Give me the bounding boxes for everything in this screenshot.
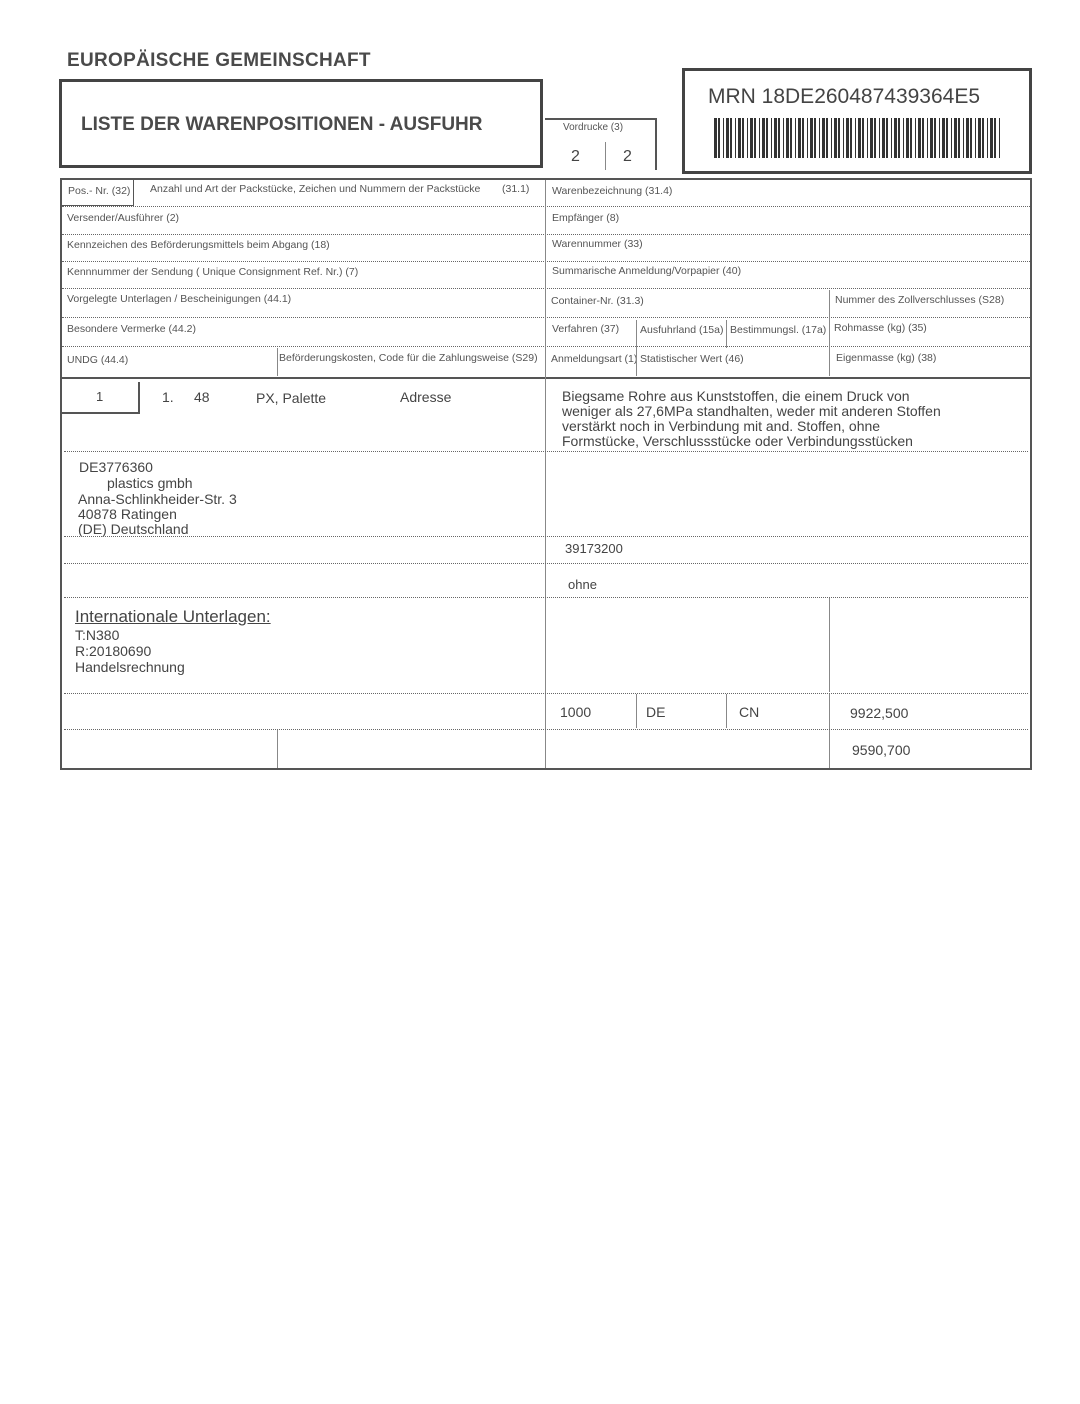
barcode-bar [831,118,832,158]
barcode-bar [930,118,933,158]
barcode-bar [870,118,873,158]
empfaenger-label: Empfänger (8) [552,212,620,224]
barcode-bar [862,118,864,158]
pos-nr-label: Pos.- Nr. (32) [68,185,131,197]
barcode-bar [826,118,828,158]
body-row-divider [64,451,1028,452]
anzahl-value: 48 [194,389,210,405]
rohmasse-label: Rohmasse (kg) (35) [834,322,927,334]
vordrucke-value-1: 2 [571,148,580,165]
barcode-bar [987,118,988,158]
barcode-bar [906,118,909,158]
barcode-bar [942,118,945,158]
ausfuhrland-label: Ausfuhrland (15a) [640,324,724,336]
barcode-bar [759,118,760,158]
barcode-bar [819,118,820,158]
anmeldungsart-label: Anmeldungsart (1) [551,353,638,365]
description-line: weniger als 27,6MPa standhalten, weder mit anderen Stoffen [562,403,941,419]
barcode-bar [891,118,892,158]
vordrucke-label: Vordrucke (3) [563,122,624,133]
barcode-bar [939,118,940,158]
description-line: verstärkt noch in Verbindung mit and. Stoffen, ohne [562,418,881,434]
verfahren-divider [636,694,637,728]
header-row-divider [62,261,1030,262]
center-column-divider [545,180,546,768]
barcode-bar [982,118,984,158]
unterlagen-line: Handelsrechnung [75,659,185,675]
barcode-bar [754,118,756,158]
unterlagen-heading: Internationale Unterlagen: [75,607,271,626]
zollverschluss-label: Nummer des Zollverschlusses (S28) [835,294,1005,306]
barcode-bar [922,118,924,158]
warenbezeichnung-value [562,389,1022,449]
barcode-bar [886,118,888,158]
header-row-divider [62,234,1030,235]
barcode-bar [750,118,753,158]
barcode-bar [742,118,744,158]
undg-divider [277,730,278,768]
barcode-bar [898,118,900,158]
versender-line: plastics gmbh [107,475,193,491]
right-column-divider [829,598,830,692]
statistischer-wert-label: Statistischer Wert (46) [640,353,744,365]
barcode-bar [874,118,876,158]
barcode-bar [738,118,741,158]
unterlagen-value [75,627,185,675]
body-row-divider [64,597,1028,598]
ausfuhrland-divider [726,694,727,728]
eigenmasse-value: 9590,700 [852,742,911,758]
vermerke-label: Besondere Vermerke (44.2) [67,323,196,335]
versender-line: Anna-Schlinkheider-Str. 3 [78,491,237,507]
barcode-icon [714,118,1002,158]
ausfuhrland-divider [726,320,727,348]
body-row-divider [64,693,1028,694]
zeichen-value: Adresse [400,389,452,405]
befoerderungskosten-label: Beförderungskosten, Code für die Zahlungsweise (S29) [279,352,538,364]
packstuecke-label: Anzahl und Art der Packstücke, Zeichen und Nummern der Packstücke [150,183,481,195]
kennnummer-label: Kennnummer der Sendung ( Unique Consignment Ref. Nr.) (7) [67,266,359,278]
barcode-bar [766,118,768,158]
barcode-bar [954,118,957,158]
barcode-bar [918,118,921,158]
barcode-bar [966,118,969,158]
barcode-bar [882,118,885,158]
versender-value [79,459,237,537]
barcode-bar [994,118,996,158]
barcode-bar [723,118,724,158]
barcode-bar [802,118,804,158]
header-row-divider [62,206,1030,207]
header-row-divider [62,288,1030,289]
mrn-number: MRN 18DE260487439364E5 [708,85,981,108]
barcode-bar [934,118,936,158]
barcode-bar [762,118,765,158]
barcode-bar [783,118,784,158]
barcode-bar [970,118,972,158]
vordrucke-separator [605,142,606,170]
container-label: Container-Nr. (31.3) [551,295,644,307]
barcode-bar [747,118,748,158]
barcode-bar [903,118,904,158]
unterlagen-label: Vorgelegte Unterlagen / Bescheinigungen (44.1) [67,293,292,305]
unterlagen-line: R:20180690 [75,643,152,659]
barcode-bar [814,118,816,158]
rohmasse-value: 9922,500 [850,705,909,721]
unterlagen-line: T:N380 [75,627,120,643]
anzahl-index: 1. [162,389,174,405]
barcode-bar [774,118,777,158]
verfahren-value: 1000 [560,704,592,720]
barcode-bar [915,118,916,158]
barcode-bar [855,118,856,158]
barcode-bar [790,118,792,158]
pos-value: 1 [96,389,104,404]
packstuecke-code-label: (31.1) [502,183,530,195]
bestimmungsland-value: CN [739,704,760,720]
barcode-bar [879,118,880,158]
summarische-label: Summarische Anmeldung/Vorpapier (40) [552,265,742,277]
barcode-bar [978,118,981,158]
verfahren-label: Verfahren (37) [552,323,620,335]
eigenmasse-label: Eigenmasse (kg) (38) [836,352,937,364]
header-row-divider [62,317,1030,318]
barcode-bar [726,118,729,158]
description-line: Biegsame Rohre aus Kunststoffen, die einem Druck von [562,388,910,404]
warennummer-label: Warennummer (33) [552,238,643,250]
versender-label: Versender/Ausführer (2) [67,212,180,224]
mrn-box [682,68,1032,174]
barcode-bar [834,118,837,158]
vordrucke-box [545,118,657,170]
barcode-bar [946,118,948,158]
barcode-bar [807,118,808,158]
ausfuhrland-value: DE [646,704,666,720]
barcode-bar [714,118,717,158]
undg-label: UNDG (44.4) [67,354,129,366]
barcode-bar [798,118,801,158]
body-row-divider [64,729,1028,730]
bestimmungsland-label: Bestimmungsl. (17a) [730,324,827,336]
barcode-bar [963,118,964,158]
body-row-divider [64,536,1028,537]
versender-line: DE3776360 [79,459,153,475]
kennzeichen-label: Kennzeichen des Beförderungsmittels beim Abgang (18) [67,239,330,251]
barcode-bar [975,118,976,158]
barcode-bar [795,118,796,158]
warennummer-value: 39173200 [565,541,623,556]
barcode-bar [822,118,825,158]
verfahren-divider [636,320,637,376]
barcode-bar [718,118,720,158]
barcode-bar [735,118,736,158]
barcode-bar [958,118,960,158]
page-title: LISTE DER WARENPOSITIONEN - AUSFUHR [81,114,483,135]
community-heading: EUROPÄISCHE GEMEINSCHAFT [67,50,371,71]
right-column-divider [829,694,830,768]
barcode-bar [858,118,861,158]
right-column-divider [829,290,830,376]
versender-line: (DE) Deutschland [78,521,189,537]
art-value: PX, Palette [256,390,327,406]
barcode-bar [786,118,789,158]
barcode-bar [810,118,813,158]
description-line: Formstücke, Verschlussstücke oder Verbindungsstücken [562,433,913,449]
barcode-bar [838,118,840,158]
body-row-divider [64,563,1028,564]
header-row-divider [62,346,1030,347]
title-box [59,79,543,168]
barcode-bar [843,118,844,158]
barcode-bar [867,118,868,158]
barcode-bar [778,118,780,158]
barcode-bar [730,118,732,158]
summarische-value: ohne [568,577,597,592]
warenbezeichnung-label: Warenbezeichnung (31.4) [552,185,673,197]
barcode-bar [910,118,912,158]
versender-line: 40878 Ratingen [78,506,177,522]
barcode-bar [999,118,1000,158]
vordrucke-value-2: 2 [623,148,632,165]
barcode-bar [846,118,849,158]
barcode-bar [894,118,897,158]
barcode-bar [850,118,852,158]
barcode-bar [771,118,772,158]
barcode-bar [990,118,993,158]
barcode-bar [927,118,928,158]
undg-divider [277,348,278,376]
barcode-bar [951,118,952,158]
header-body-divider [60,377,1032,379]
